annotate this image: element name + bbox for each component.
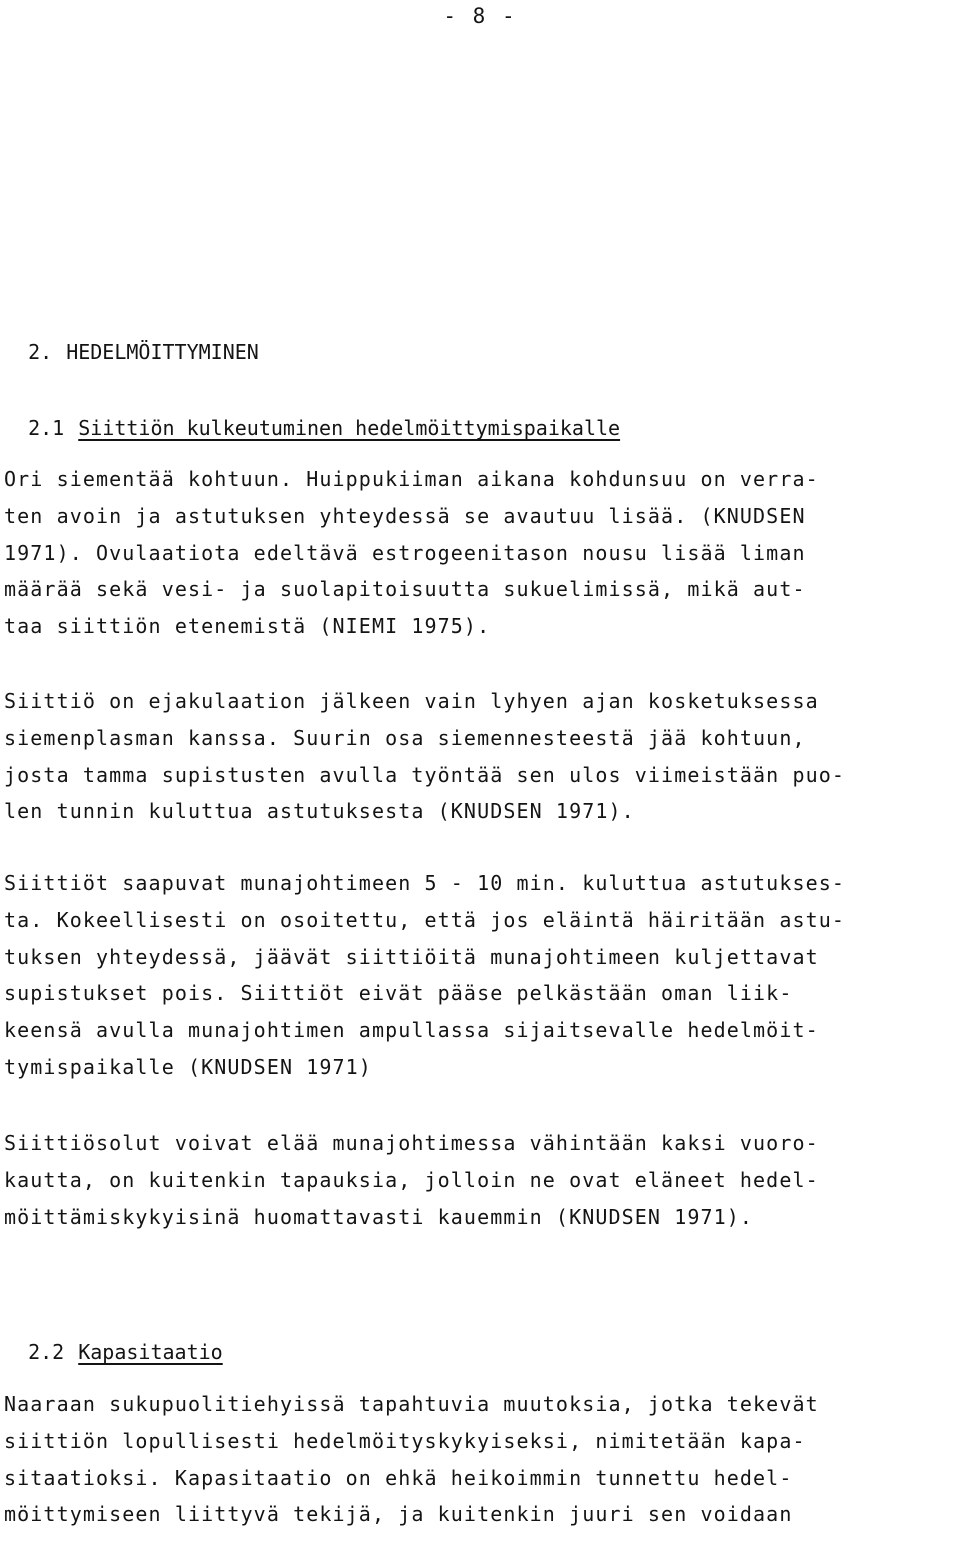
paragraph-line: ten avoin ja astutuksen yhteydessä se avautuu lisää. (KNUDSEN [4, 503, 806, 528]
paragraph-line: Siittiö on ejakulaation jälkeen vain lyhyen ajan kosketuksessa [4, 689, 819, 713]
paragraph-line: 1971). Ovulaatiota edeltävä estrogeenitason nousu lisää liman [4, 540, 806, 565]
paragraph-line: taa siittiön etenemistä (NIEMI 1975). [4, 614, 491, 639]
paragraph-3 [4, 865, 954, 1086]
paragraph-line: määrää sekä vesi- ja suolapitoisuutta sukuelimissä, mikä aut- [4, 577, 806, 602]
paragraph-5 [4, 1386, 954, 1533]
chapter-number: 2. [28, 340, 53, 364]
paragraph-line: siittiön lopullisesti hedelmöityskykyiseksi, nimitetään kapa- [4, 1428, 806, 1453]
paragraph-line: möittämiskykyisinä huomattavasti kauemmin (KNUDSEN 1971). [4, 1204, 754, 1229]
paragraph-line: josta tamma supistusten avulla työntää sen ulos viimeistään puo- [4, 762, 846, 787]
section-number: 2.1 [28, 416, 65, 440]
paragraph-line: Siittiöt saapuvat munajohtimeen 5 - 10 min. kuluttua astutukses- [4, 871, 846, 895]
paragraph-line: kautta, on kuitenkin tapauksia, jolloin ne ovat eläneet hedel- [4, 1167, 819, 1192]
paragraph-line: supistukset pois. Siittiöt eivät pääse pelkästään oman liik- [4, 981, 793, 1006]
chapter-heading [4, 316, 259, 364]
paragraph-line: sitaatioksi. Kapasitaatio on ehkä heikoimmin tunnettu hedel- [4, 1465, 793, 1490]
paragraph-line: ta. Kokeellisesti on osoitettu, että jos eläintä häiritään astu- [4, 907, 846, 932]
paragraph-line: tuksen yhteydessä, jäävät siittiöitä munajohtimeen kuljettavat [4, 944, 819, 969]
paragraph-line: keensä avulla munajohtimen ampullassa sijaitsevalle hedelmöit- [4, 1018, 819, 1043]
paragraph-line: möittymiseen liittyvä tekijä, ja kuitenkin juuri sen voidaan [4, 1502, 793, 1527]
section-heading-2-1 [4, 392, 620, 440]
section-heading-2-2 [4, 1316, 223, 1364]
chapter-title: HEDELMÖITTYMINEN [66, 340, 259, 364]
paragraph-line: Ori siementää kohtuun. Huippukiiman aikana kohdunsuu on verra- [4, 467, 819, 491]
section-title: Siittiön kulkeutuminen hedelmöittymispaikalle [78, 416, 621, 440]
paragraph-line: siemenplasman kanssa. Suurin osa siemennesteestä jää kohtuun, [4, 725, 806, 750]
paragraph-4 [4, 1125, 954, 1235]
paragraph-1 [4, 461, 954, 645]
section-title: Kapasitaatio [78, 1340, 223, 1364]
page-number: - 8 - [443, 4, 517, 28]
paragraph-line: Siittiösolut voivat elää munajohtimessa vähintään kaksi vuoro- [4, 1131, 819, 1155]
paragraph-line: len tunnin kuluttua astutuksesta (KNUDSEN 1971). [4, 799, 635, 824]
paragraph-line: tymispaikalle (KNUDSEN 1971) [4, 1054, 372, 1079]
paragraph-2 [4, 683, 954, 830]
paragraph-line: Naaraan sukupuolitiehyissä tapahtuvia muutoksia, jotka tekevät [4, 1392, 819, 1416]
section-number: 2.2 [28, 1340, 65, 1364]
